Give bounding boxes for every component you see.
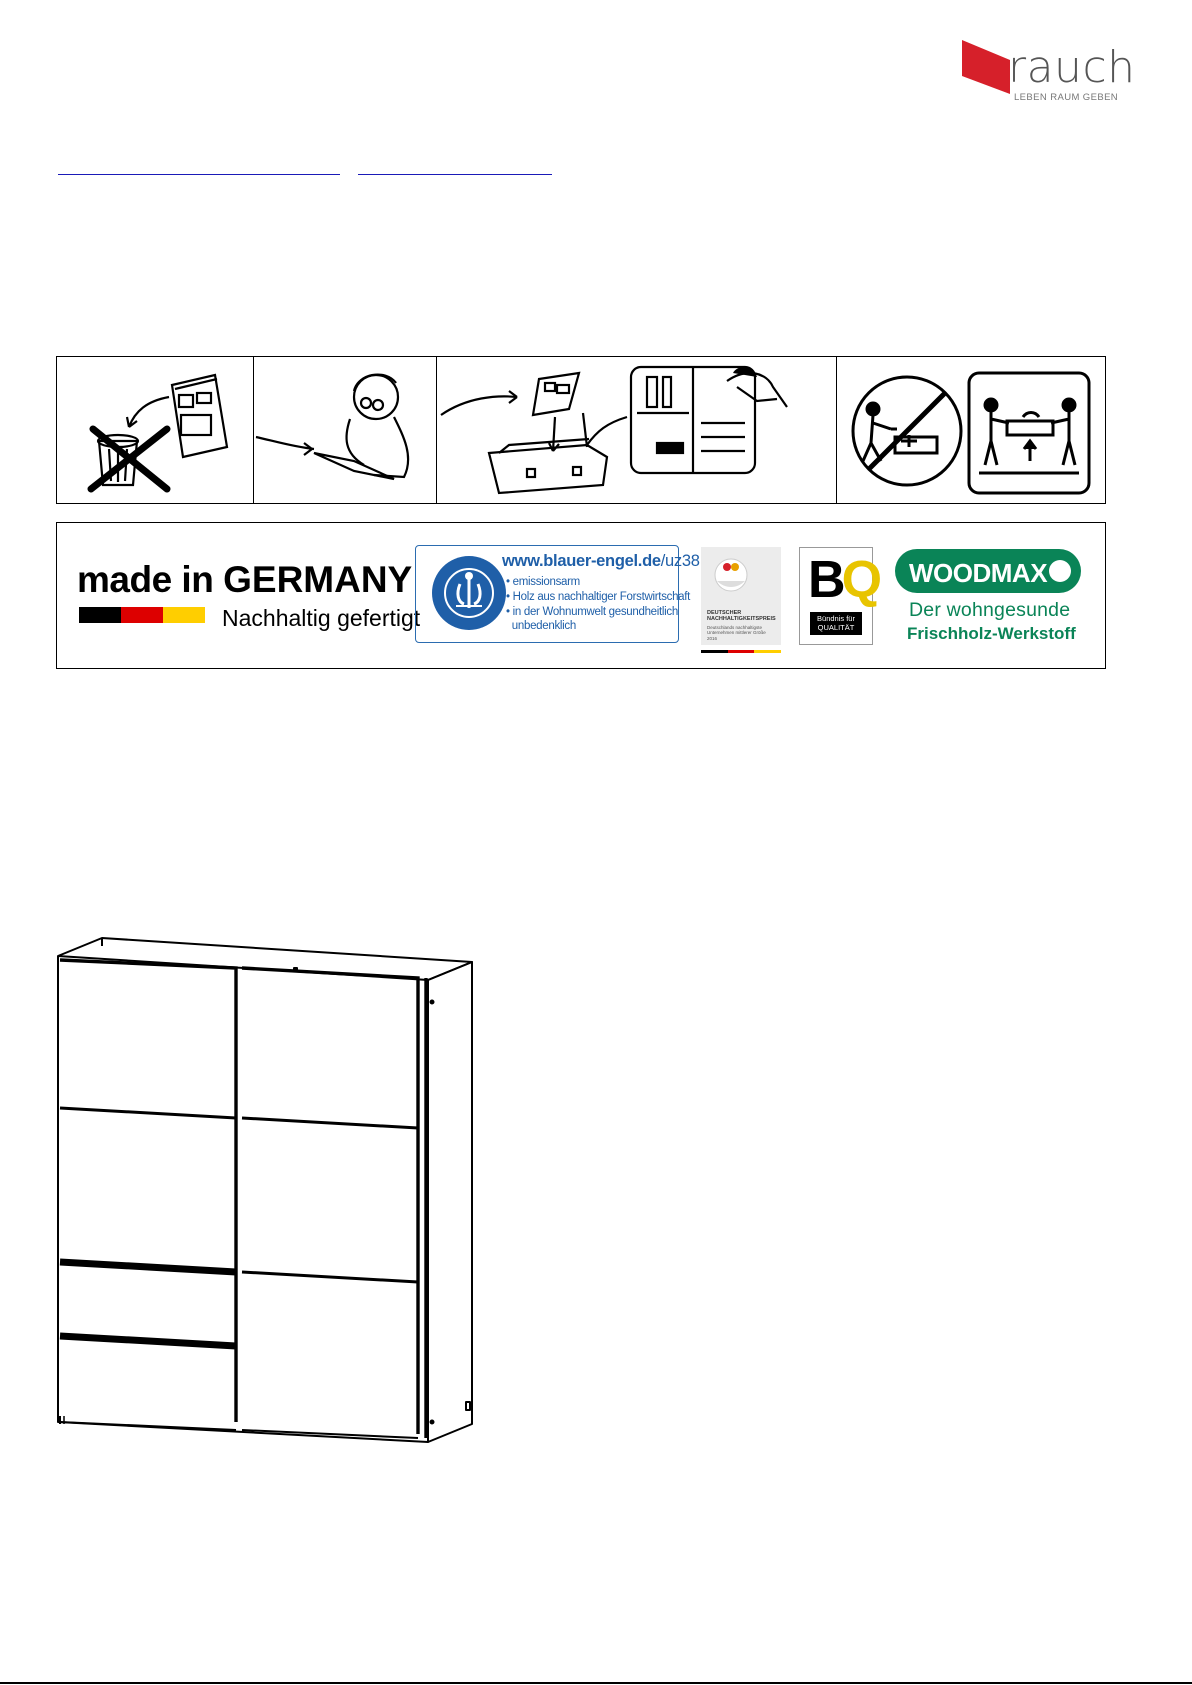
woodmax-pill [895,549,1081,593]
bq-logo: BQ [808,551,879,609]
blauer-engel-point: • in der Wohnumwelt gesundheitlich [506,606,678,618]
nachhaltigkeitspreis-emblem-icon [701,547,781,607]
nachhaltigkeitspreis-badge [701,547,781,645]
wardrobe-illustration [54,932,474,1452]
blauer-engel-point: • emissionsarm [506,576,580,588]
instruction-strip [56,356,1106,504]
blauer-engel-point: • Holz aus nachhaltiger Forstwirtschaft [506,591,691,603]
flag-stripe-red [121,607,163,623]
woodmax-dot-icon [1049,560,1071,582]
german-flag-bar [79,607,207,623]
woodmax-tagline-2: Frischholz-Werkstoff [907,624,1076,643]
instruction-panel-keep [437,357,837,503]
instruction-panel-read [254,357,437,503]
woodmax-tagline-1: Der wohngesunde [909,599,1071,621]
made-in-country: GERMANY [223,559,413,600]
flag-stripe-gold [163,607,205,623]
bq-badge [799,547,879,645]
blauer-engel-label [415,545,700,643]
woodmax-label [893,547,1083,645]
do-not-discard-manual-icon [57,357,254,503]
brand-name: rauch [1008,42,1136,93]
blauer-engel-url: www.blauer-engel.de/uz38 [502,552,700,570]
made-in-subtitle: Nachhaltig gefertigt [222,605,421,631]
lift-do-not-drag-icon [837,357,1105,503]
instruction-panel-lift [837,357,1105,503]
woodmax-name: WOODMAX [909,558,1048,588]
blauer-engel-point: unbedenklich [506,620,576,632]
read-manual-icon [254,357,437,503]
keep-documents-icon [437,357,837,503]
instruction-panel-discard [57,357,254,503]
header-link-2[interactable] [358,156,552,175]
nachhaltigkeitspreis-subtitle: Deutschlands nachhaltigste Unternehmen mittlerer Größe 2016 [707,625,766,641]
bq-caption: Bündnis für QUALITÄT [810,612,862,635]
made-in-germany-heading [77,559,412,601]
brand-tagline: LEBEN RAUM GEBEN [1014,92,1119,103]
nachhaltigkeitspreis-flag-bar [701,640,781,643]
certification-banner [56,522,1106,669]
flag-stripe-black [79,607,121,623]
made-in-lead: made in [77,559,214,600]
page-bottom-rule [0,1682,1192,1684]
wardrobe-line-drawing-icon [54,932,474,1452]
blauer-engel-seal-icon [430,554,508,632]
header-link-1[interactable] [58,156,340,175]
nachhaltigkeitspreis-title: DEUTSCHER NACHHALTIGKEITSPREIS [707,610,776,623]
